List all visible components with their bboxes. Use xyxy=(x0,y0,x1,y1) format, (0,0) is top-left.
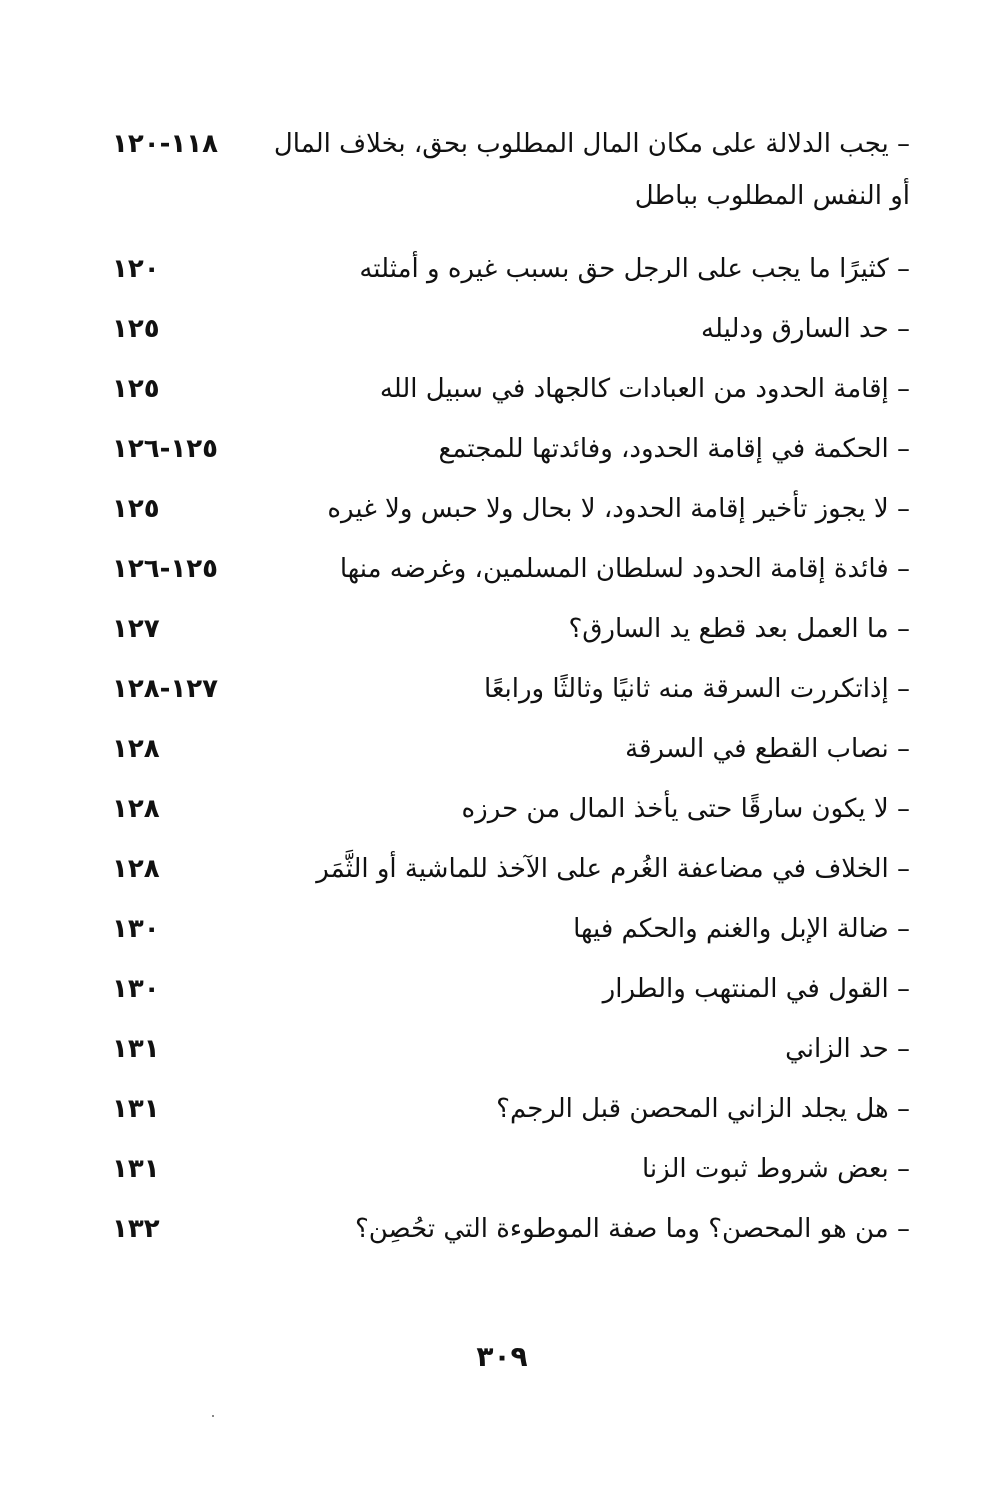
scan-speck xyxy=(212,1415,214,1417)
toc-entry xyxy=(90,372,910,432)
toc-entry-page: ١٢٥ xyxy=(112,494,160,524)
toc-entry xyxy=(90,432,910,492)
toc-entry xyxy=(90,552,910,612)
toc-entry xyxy=(90,1152,910,1212)
toc-entry-title: – هل يجلد الزاني المحصن قبل الرجم؟ xyxy=(496,1094,910,1124)
toc-entry-page: ١٢٥-١٢٦ xyxy=(112,554,219,584)
toc-entry xyxy=(90,252,910,312)
toc-entry xyxy=(90,492,910,552)
toc-entry-page: ١٢٥ xyxy=(112,374,160,404)
toc-entry-page: ١٣١ xyxy=(112,1154,160,1184)
toc-entry-page: ١٣١ xyxy=(112,1034,160,1064)
toc-entry-page: ١٣٢ xyxy=(112,1214,160,1244)
toc-entry-page: ١٢٠ xyxy=(112,254,160,284)
toc-entry xyxy=(90,312,910,372)
toc-entry-title: – حد الزاني xyxy=(785,1034,910,1064)
toc-entry xyxy=(90,127,910,211)
toc-entry-title: – القول في المنتهب والطرار xyxy=(602,974,910,1004)
toc-entry-title: – كثيرًا ما يجب على الرجل حق بسبب غيره و أمثلته xyxy=(359,254,910,284)
toc-entry-title: – يجب الدلالة على مكان المال المطلوب بحق، بخلاف المال xyxy=(273,129,910,159)
toc-entry-title: – الخلاف في مضاعفة الغُرم على الآخذ للماشية أو الثَّمَر xyxy=(316,854,910,884)
toc-entry-page: ١٢٨ xyxy=(112,794,160,824)
toc-entry xyxy=(90,972,910,1032)
toc-entry-continuation: أو النفس المطلوب بباطل xyxy=(634,181,910,211)
page-number: ٣٠٩ xyxy=(476,1340,528,1373)
toc-entry-title: – من هو المحصن؟ وما صفة الموطوءة التي تحُصِن؟ xyxy=(354,1214,910,1244)
toc-entry-title: – بعض شروط ثبوت الزنا xyxy=(641,1154,910,1184)
toc-entry-title: – لا يجوز تأخير إقامة الحدود، لا بحال ولا حبس ولا غيره xyxy=(327,494,910,524)
toc-entry xyxy=(90,1092,910,1152)
toc-entry xyxy=(90,732,910,792)
toc-entry xyxy=(90,672,910,732)
toc-entry-title: – ضالة الإبل والغنم والحكم فيها xyxy=(573,914,910,944)
toc-entry-page: ١٢٨ xyxy=(112,734,160,764)
toc-entry xyxy=(90,1032,910,1092)
toc-entry-page: ١٣١ xyxy=(112,1094,160,1124)
toc-entry xyxy=(90,852,910,912)
toc-entry-title: – حد السارق ودليله xyxy=(701,314,910,344)
toc-entry-title: – إذاتكررت السرقة منه ثانيًا وثالثًا ورابعًا xyxy=(484,674,910,704)
toc-entry xyxy=(90,912,910,972)
toc-entry-page: ١٣٠ xyxy=(112,974,160,1004)
toc-entry-page: ١٢٨ xyxy=(112,854,160,884)
toc-entry xyxy=(90,1212,910,1272)
toc-entry-title: – نصاب القطع في السرقة xyxy=(625,734,910,764)
toc-entry-page: ١١٨-١٢٠ xyxy=(112,129,219,159)
toc-entry-title: – الحكمة في إقامة الحدود، وفائدتها للمجتمع xyxy=(438,434,910,464)
toc-entry xyxy=(90,612,910,672)
toc-entry-page: ١٢٧-١٢٨ xyxy=(112,674,219,704)
toc-entry-page: ١٢٥ xyxy=(112,314,160,344)
toc-entry-page: ١٢٥-١٢٦ xyxy=(112,434,219,464)
toc-entry-title: – ما العمل بعد قطع يد السارق؟ xyxy=(568,614,910,644)
toc-entry-page: ١٣٠ xyxy=(112,914,160,944)
toc-entry-title: – إقامة الحدود من العبادات كالجهاد في سبيل الله xyxy=(379,374,910,404)
toc-entry-title: – فائدة إقامة الحدود لسلطان المسلمين، وغرضه منها xyxy=(339,554,910,584)
toc-entry-page: ١٢٧ xyxy=(112,614,160,644)
toc-entry-title: – لا يكون سارقًا حتى يأخذ المال من حرزه xyxy=(461,794,910,824)
toc-entry xyxy=(90,792,910,852)
